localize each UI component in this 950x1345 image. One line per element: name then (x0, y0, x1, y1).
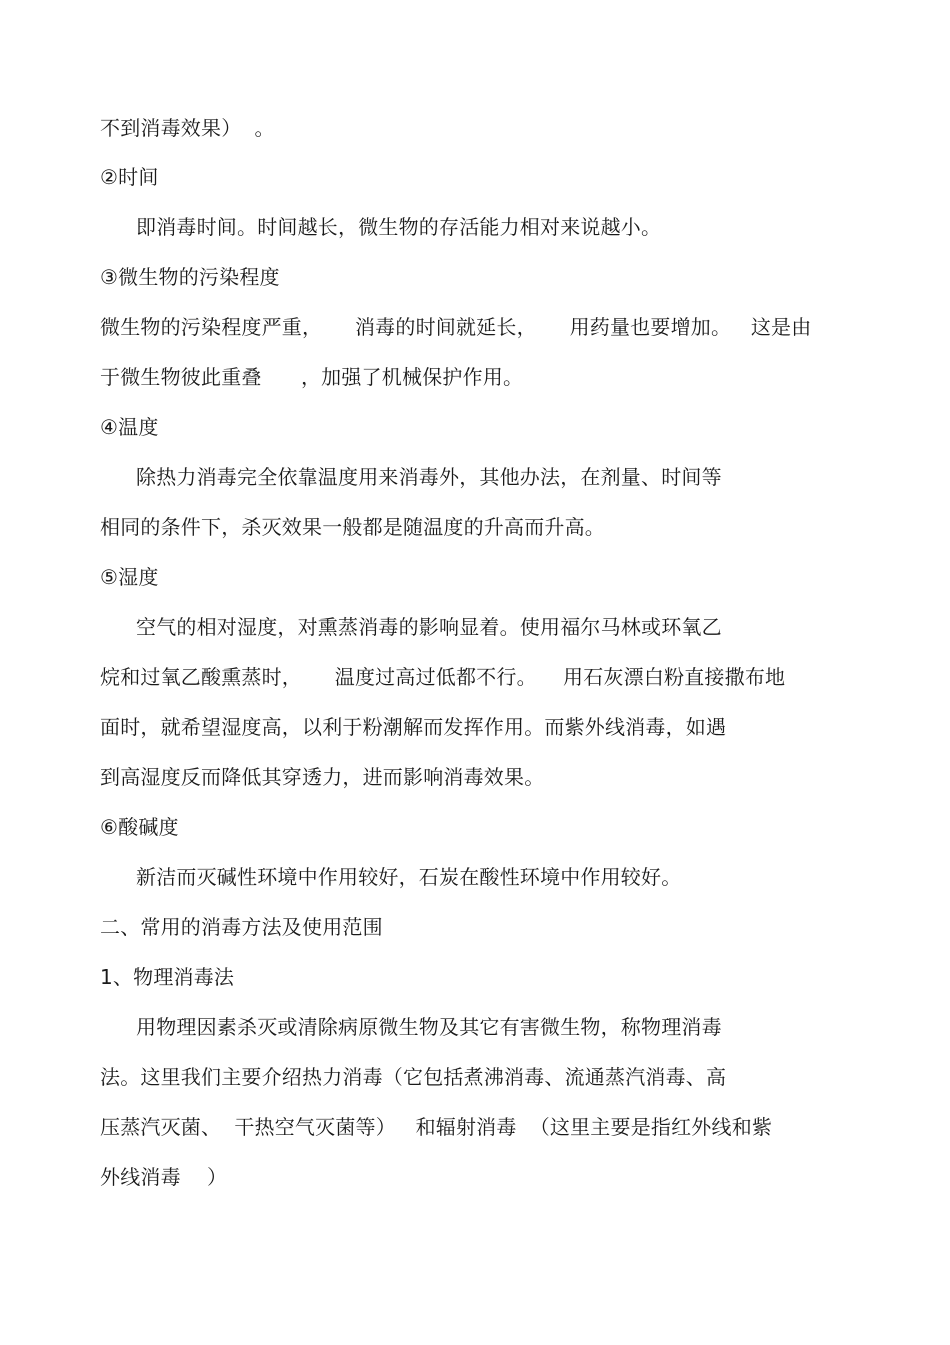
heading-temperature: ④温度 (100, 415, 159, 439)
text-line-ph: 新洁而灭碱性环境中作用较好，石炭在酸性环境中作用较好。 (136, 865, 682, 889)
heading-time: ②时间 (100, 165, 159, 189)
text-line-humidity-3: 面时，就希望湿度高，以利于粉潮解而发挥作用。而紫外线消毒，如遇 (100, 715, 727, 739)
text-line-humidity-4: 到高湿度反而降低其穿透力，进而影响消毒效果。 (100, 765, 545, 789)
heading-contamination: ③微生物的污染程度 (100, 265, 280, 289)
text-line-temperature-2: 相同的条件下，杀灭效果一般都是随温度的升高而升高。 (100, 515, 605, 539)
text-line-physical-3: 压蒸汽灭菌、 干热空气灭菌等） 和辐射消毒 （这里主要是指红外线和紫 (100, 1115, 773, 1139)
text-line-humidity-2: 烷和过氧乙酸熏蒸时， 温度过高过低都不行。 用石灰漂白粉直接撒布地 (100, 665, 786, 689)
text-line-physical-4: 外线消毒 ） (100, 1165, 228, 1189)
text-line-contamination-2: 于微生物彼此重叠 ，加强了机械保护作用。 (100, 365, 524, 389)
text-line-contamination-1: 微生物的污染程度严重， 消毒的时间就延长， 用药量也要增加。 这是由 (100, 315, 812, 339)
heading-humidity: ⑤湿度 (100, 565, 159, 589)
text-line-physical-2: 法。这里我们主要介绍热力消毒（它包括煮沸消毒、流通蒸汽消毒、高 (100, 1065, 727, 1089)
text-line-temperature-1: 除热力消毒完全依靠温度用来消毒外，其他办法，在剂量、时间等 (136, 465, 722, 489)
text-line-physical-1: 用物理因素杀灭或清除病原微生物及其它有害微生物，称物理消毒 (136, 1015, 722, 1039)
subsection-heading-physical: 1、物理消毒法 (100, 965, 235, 989)
text-line-time: 即消毒时间。时间越长，微生物的存活能力相对来说越小。 (136, 215, 662, 239)
section-heading-methods: 二、常用的消毒方法及使用范围 (100, 915, 383, 939)
heading-ph: ⑥酸碱度 (100, 815, 179, 839)
text-line-cont-1: 不到消毒效果） 。 (100, 116, 275, 140)
text-line-humidity-1: 空气的相对湿度，对熏蒸消毒的影响显着。使用福尔马林或环氧乙 (136, 615, 722, 639)
